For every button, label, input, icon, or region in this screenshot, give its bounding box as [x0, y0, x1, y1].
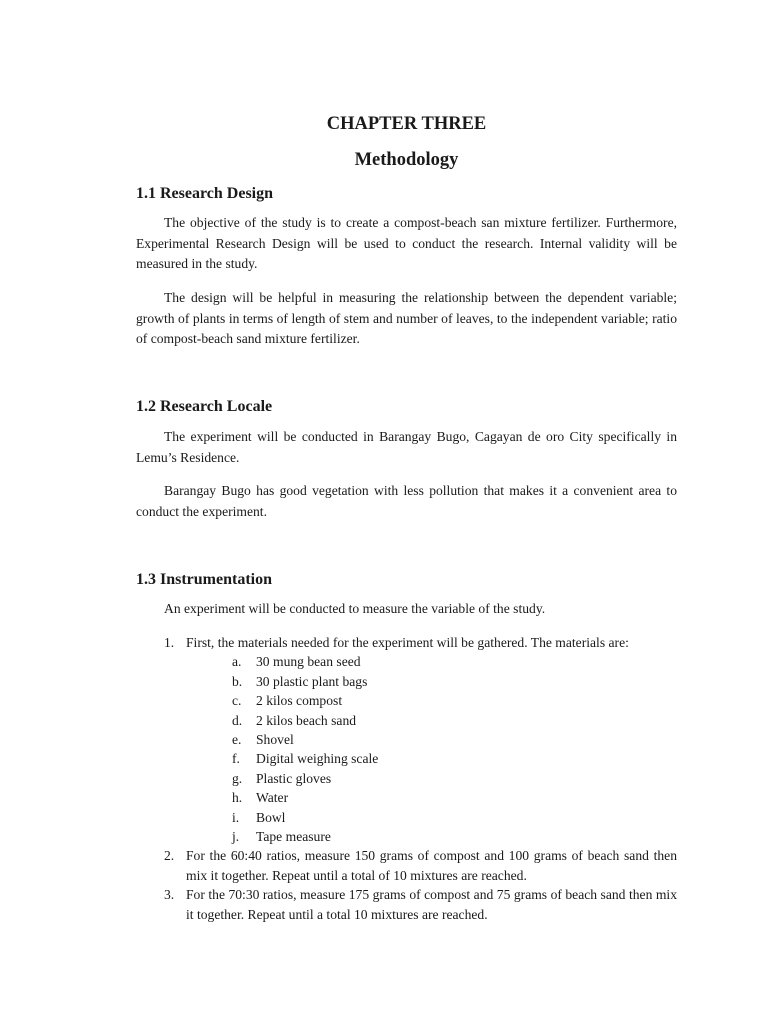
step-text: For the 70:30 ratios, measure 175 grams of compost and 75 grams of beach sand then mix it together. Repeat until a total 10 mixtures are reached. [186, 887, 677, 922]
procedure-step [164, 846, 677, 885]
step-number: 3. [164, 887, 175, 903]
step-text: For the 60:40 ratios, measure 150 grams of compost and 100 grams of beach sand then mix it together. Repeat until a total of 10 mixtures are reached. [186, 848, 677, 883]
paragraph-research-design-2: The design will be helpful in measuring the relationship between the dependent variable; growth of plants in terms of length of stem and number of leaves, to the independent variable; ratio of compost-beach sand mixture fertilizer. [136, 290, 677, 346]
paragraph-research-locale-1: The experiment will be conducted in Barangay Bugo, Cagayan de oro City specifically in Lemu’s Residence. [136, 429, 677, 465]
material-item: b. 30 plastic plant bags [232, 673, 368, 689]
chapter-subtitle: Methodology [354, 150, 459, 170]
material-item: i. Bowl [232, 809, 286, 825]
step-text: First, the materials needed for the experiment will be gathered. The materials are: [186, 635, 629, 650]
material-item: g. Plastic gloves [232, 770, 332, 786]
material-item: c. 2 kilos compost [232, 693, 343, 709]
step-number: 1. [164, 635, 175, 650]
material-item: a. 30 mung bean seed [232, 654, 361, 670]
paragraph-research-locale-2: Barangay Bugo has good vegetation with less pollution that makes it a convenient area to conduct the experiment. [136, 483, 677, 519]
paragraph-instrumentation-1: An experiment will be conducted to measure the variable of the study. [164, 601, 546, 616]
procedure-list [164, 633, 677, 924]
material-item: f. Digital weighing scale [232, 751, 379, 767]
materials-list [186, 652, 677, 846]
material-item: h. Water [232, 790, 289, 806]
paragraph-research-design-1: The objective of the study is to create a compost-beach san mixture fertilizer. Furthermore, Experimental Research Design will be used to conduct the research. Internal validity will be measured in the study. [136, 215, 677, 271]
procedure-step [164, 633, 677, 846]
section-heading-research-design: 1.1 Research Design [136, 185, 274, 202]
section-heading-instrumentation: 1.3 Instrumentation [136, 571, 273, 588]
section-heading-research-locale: 1.2 Research Locale [136, 398, 273, 415]
material-item: j. Tape measure [232, 829, 331, 845]
step-number: 2. [164, 848, 175, 864]
material-item: e. Shovel [232, 732, 294, 748]
procedure-step [164, 885, 677, 924]
material-item: d. 2 kilos beach sand [232, 712, 357, 728]
chapter-title: CHAPTER THREE [326, 114, 487, 134]
